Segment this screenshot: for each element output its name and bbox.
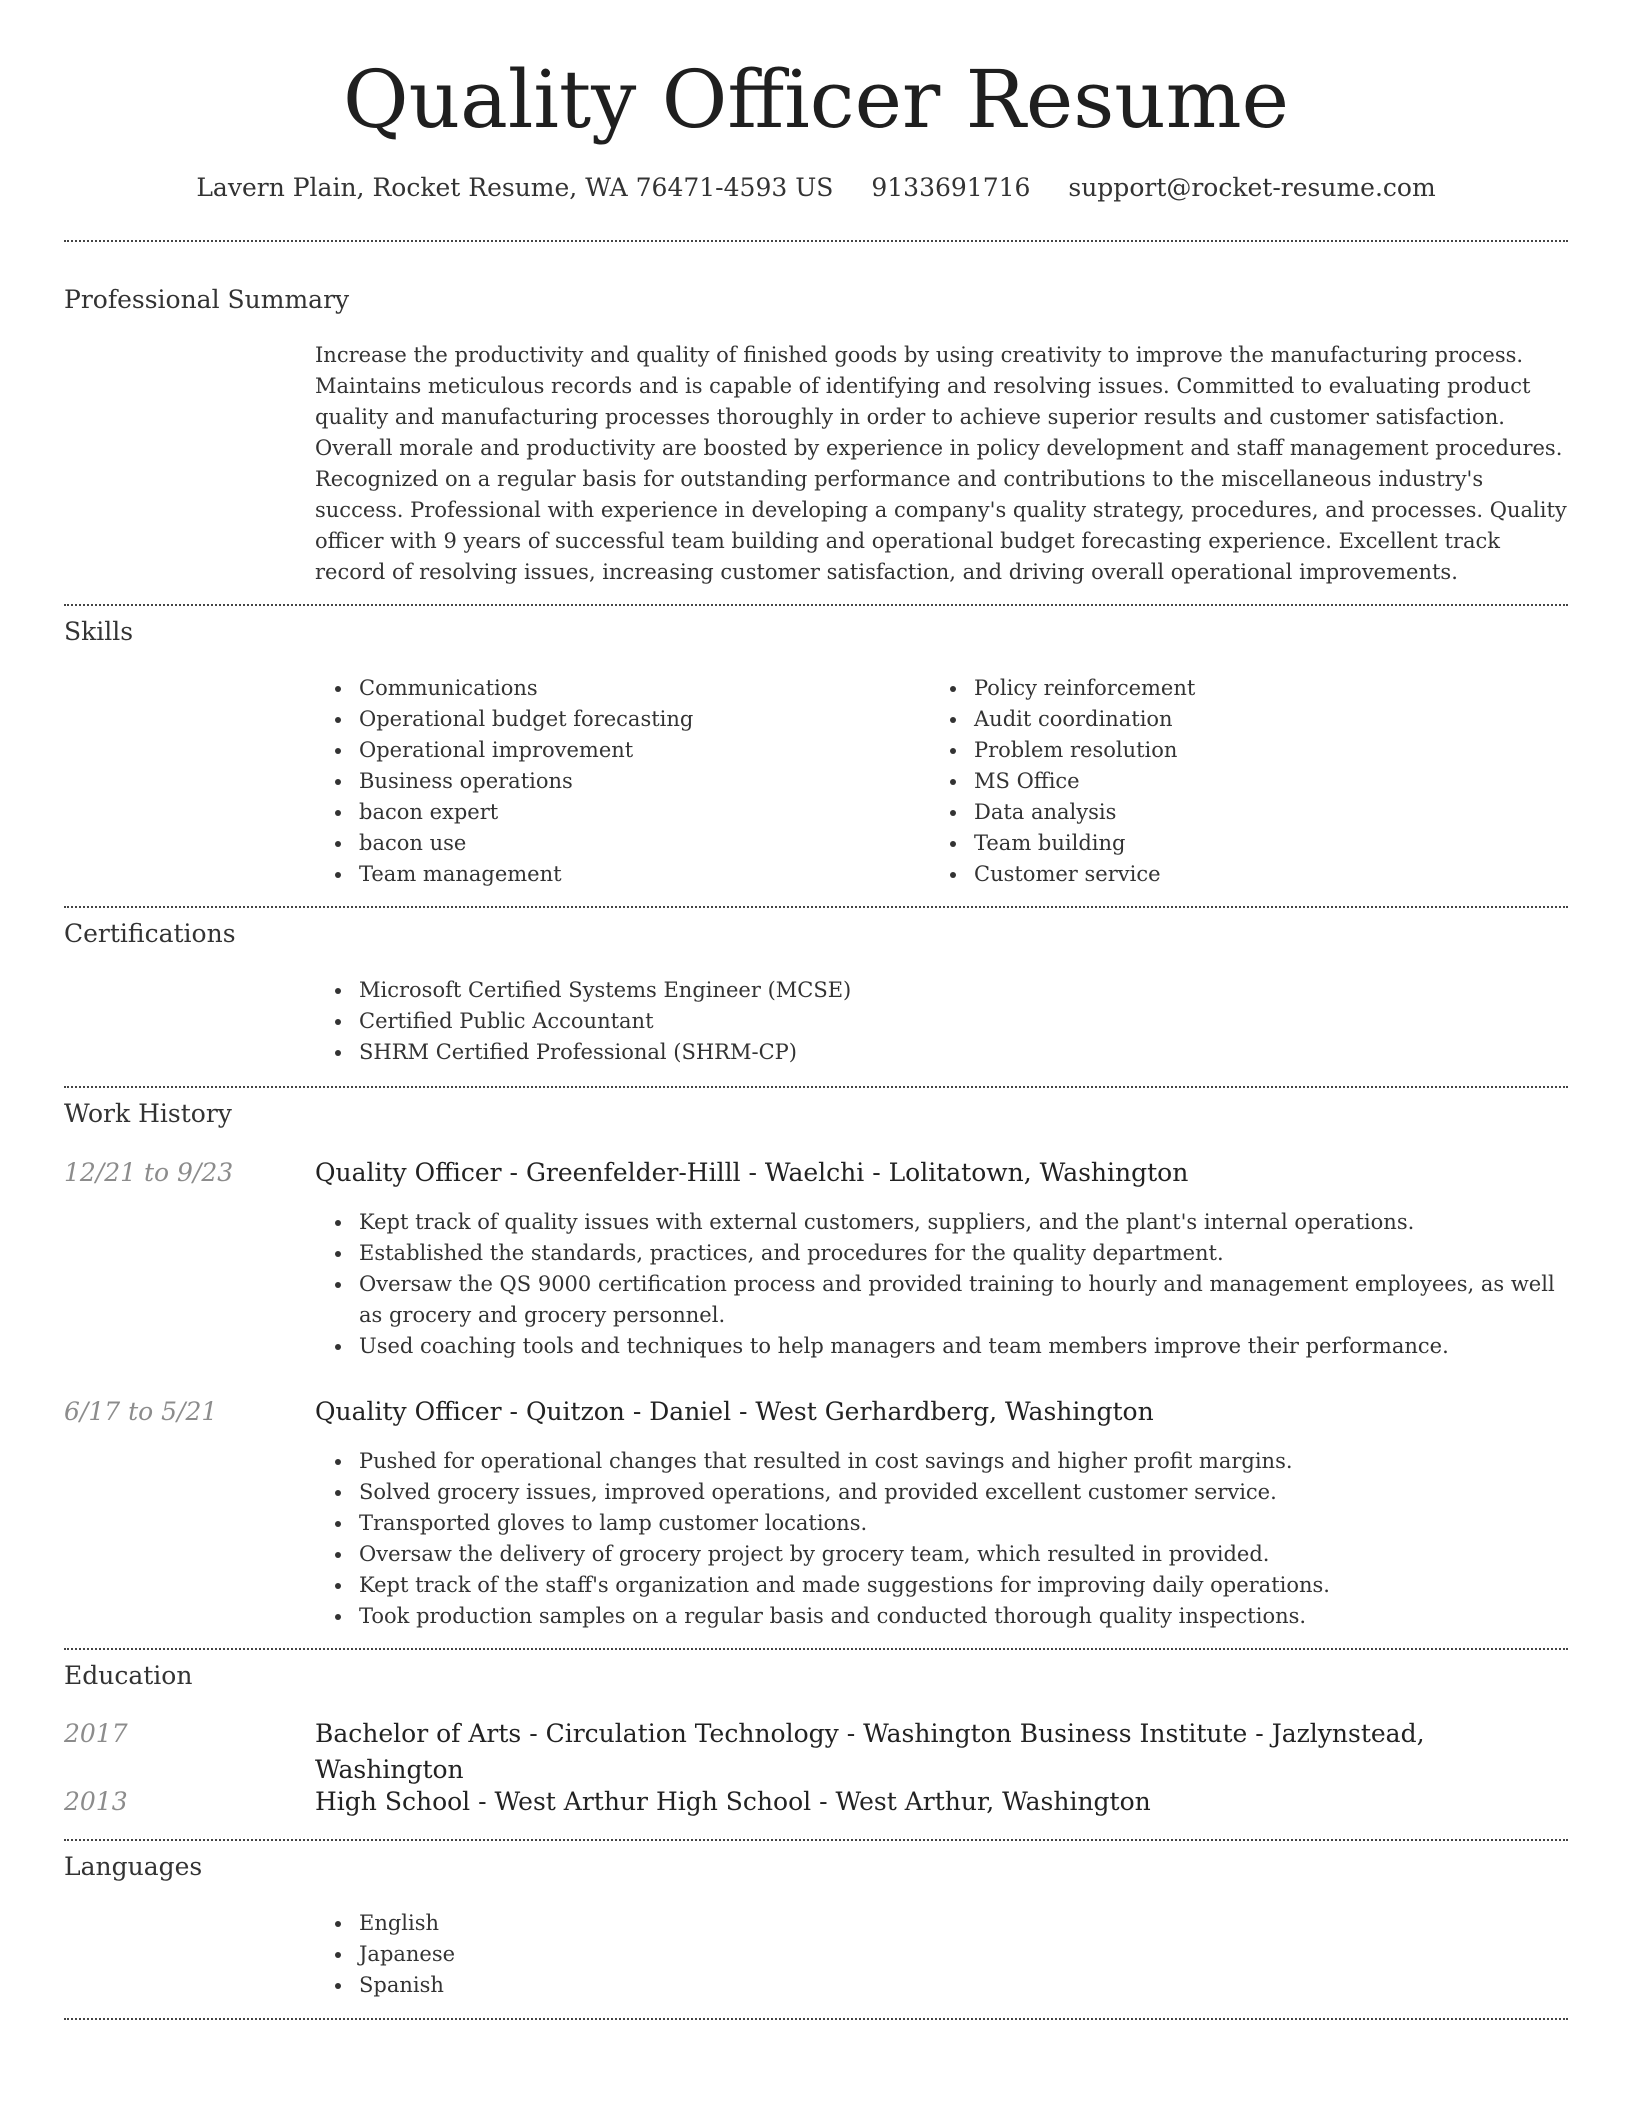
summary-text: Increase the productivity and quality of finished goods by using creativity to improve the manufacturing process. Maintains meticulous records and is capable of identifying and resolving issues. Committed to evaluating product quality and manufacturing processes thoroughly in order to achieve superior results and customer satisfaction. Overall morale and productivity are boosted by experience in policy development and staff management procedures. Recognized on a regular basis for outstanding performance and contributions to the miscellaneous industry's success. Professional with experience in developing a company's quality strategy, procedures, and processes. Quality officer with 9 years of successful team building and operational budget forecasting experience. Excellent track record of resolving issues, increasing customer satisfaction, and driving overall operational improvements. (315, 343, 1567, 584)
languages-list (315, 1908, 455, 2001)
skill-item: Customer service (974, 859, 1195, 890)
certification-item: Microsoft Certified Systems Engineer (MCSE) (359, 975, 851, 1006)
skill-item: Business operations (359, 766, 693, 797)
skill-item: MS Office (974, 766, 1195, 797)
job-bullet: Kept track of quality issues with external customers, suppliers, and the plant's internal operations. (359, 1207, 1568, 1238)
job-bullet: Used coaching tools and techniques to help managers and team members improve their performance. (359, 1331, 1568, 1362)
section-heading-education: Education (64, 1661, 193, 1690)
job-bullet: Kept track of the staff's organization and made suggestions for improving daily operations. (359, 1570, 1568, 1601)
skills-list-left (315, 673, 693, 890)
contact-line (64, 170, 1568, 206)
language-item: English (359, 1908, 455, 1939)
skill-item: Communications (359, 673, 693, 704)
skill-item: Operational budget forecasting (359, 704, 693, 735)
contact-phone: 9133691716 (871, 173, 1031, 202)
skill-item: Team building (974, 828, 1195, 859)
section-divider (64, 906, 1568, 908)
skill-item: bacon expert (359, 797, 693, 828)
job-bullet: Oversaw the delivery of grocery project by grocery team, which resulted in provided. (359, 1539, 1568, 1570)
job-bullet: Transported gloves to lamp customer locations. (359, 1508, 1568, 1539)
resume-title: Quality Officer Resume (343, 53, 1289, 146)
education-detail: High School - West Arthur High School - West Arthur, Washington (315, 1787, 1151, 1816)
skill-item: bacon use (359, 828, 693, 859)
certification-item: SHRM Certified Professional (SHRM-CP) (359, 1037, 851, 1068)
skill-item: Team management (359, 859, 693, 890)
contact-address: Lavern Plain, Rocket Resume, WA 76471-4593 US (196, 173, 834, 202)
education-year: 2017 (64, 1719, 128, 1748)
language-item: Japanese (359, 1939, 455, 1970)
certification-item: Certified Public Accountant (359, 1006, 851, 1037)
section-divider (64, 240, 1568, 242)
job-bullet: Established the standards, practices, and procedures for the quality department. (359, 1238, 1568, 1269)
skill-item: Data analysis (974, 797, 1195, 828)
skill-item: Audit coordination (974, 704, 1195, 735)
section-heading-certifications: Certifications (64, 919, 236, 948)
language-item: Spanish (359, 1970, 455, 2001)
job-dates: 6/17 to 5/21 (64, 1397, 218, 1426)
section-divider (64, 604, 1568, 606)
education-year: 2013 (64, 1787, 128, 1816)
job-title: Quality Officer - Greenfelder-Hilll - Waelchi - Lolitatown, Washington (315, 1158, 1189, 1187)
job-bullets (315, 1446, 1568, 1632)
education-detail: Bachelor of Arts - Circulation Technology - Washington Business Institute - Jazlynstead, Washington (315, 1719, 1425, 1784)
section-heading-work-history: Work History (64, 1099, 232, 1128)
contact-email[interactable]: support@rocket-resume.com (1068, 173, 1436, 202)
job-bullets (315, 1207, 1568, 1362)
skill-item: Operational improvement (359, 735, 693, 766)
section-divider (64, 1648, 1568, 1650)
skill-item: Problem resolution (974, 735, 1195, 766)
section-divider (64, 1839, 1568, 1841)
job-bullet: Oversaw the QS 9000 certification process and provided training to hourly and management employees, as well as grocery and grocery personnel. (359, 1269, 1568, 1331)
skill-item: Policy reinforcement (974, 673, 1195, 704)
job-title: Quality Officer - Quitzon - Daniel - West Gerhardberg, Washington (315, 1397, 1154, 1426)
certifications-list (315, 975, 851, 1068)
section-heading-summary: Professional Summary (64, 285, 350, 314)
job-bullet: Took production samples on a regular basis and conducted thorough quality inspections. (359, 1601, 1568, 1632)
job-bullet: Pushed for operational changes that resulted in cost savings and higher profit margins. (359, 1446, 1568, 1477)
section-heading-languages: Languages (64, 1852, 203, 1881)
section-heading-skills: Skills (64, 617, 134, 646)
skills-list-right (930, 673, 1195, 890)
section-divider (64, 1086, 1568, 1088)
job-dates: 12/21 to 9/23 (64, 1158, 234, 1187)
job-bullet: Solved grocery issues, improved operations, and provided excellent customer service. (359, 1477, 1568, 1508)
section-divider (64, 2018, 1568, 2020)
